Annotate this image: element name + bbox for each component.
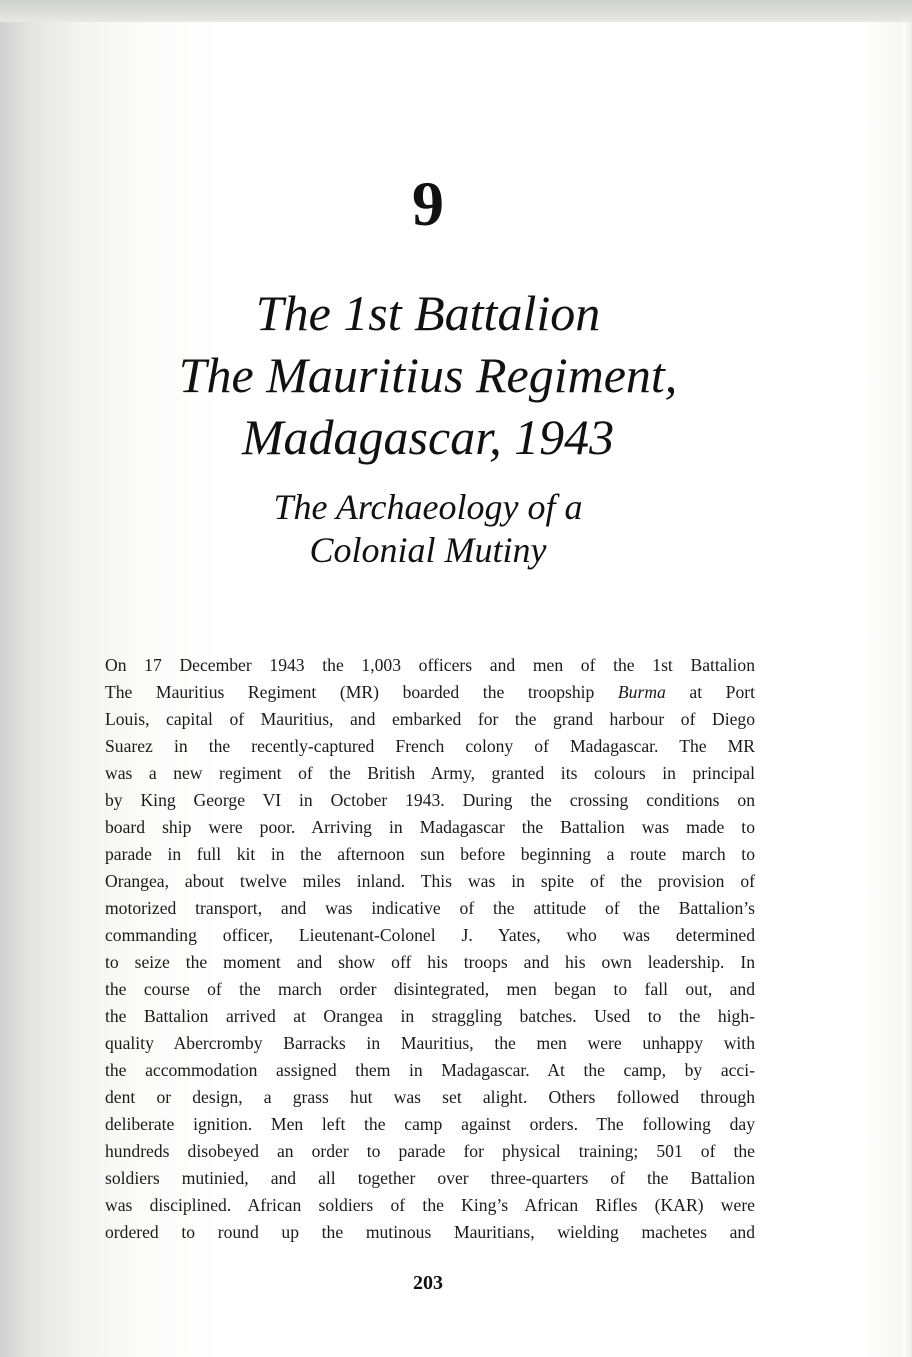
body-line: hundreds disobeyed an order to parade for physical training; 501 of the bbox=[105, 1141, 755, 1161]
body-line: was disciplined. African soldiers of the King’s African Rifles (KAR) were bbox=[105, 1195, 755, 1215]
body-line: On 17 December 1943 the 1,003 officers and men of the 1st Battalion bbox=[105, 655, 755, 675]
page-edge bbox=[902, 22, 912, 1357]
body-line: deliberate ignition. Men left the camp against orders. The following day bbox=[105, 1114, 755, 1134]
chapter-title-line: Madagascar, 1943 bbox=[241, 409, 615, 465]
italic-ship-name: Burma bbox=[617, 682, 666, 702]
body-line: by King George VI in October 1943. During the crossing conditions on bbox=[105, 790, 755, 810]
body-line: board ship were poor. Arriving in Madagascar the Battalion was made to bbox=[105, 817, 755, 837]
chapter-subtitle bbox=[0, 486, 856, 572]
page-number: 203 bbox=[413, 1272, 443, 1294]
chapter-subtitle-line: The Archaeology of a bbox=[273, 487, 583, 527]
body-line: Suarez in the recently-captured French colony of Madagascar. The MR bbox=[105, 736, 755, 756]
body-line: quality Abercromby Barracks in Mauritius, the men were unhappy with bbox=[105, 1033, 755, 1053]
body-line: ordered to round up the mutinous Mauritians, wielding machetes and bbox=[105, 1222, 755, 1242]
chapter-title bbox=[0, 282, 856, 468]
body-line: soldiers mutinied, and all together over three-quarters of the Battalion bbox=[105, 1168, 755, 1188]
body-line: Louis, capital of Mauritius, and embarked for the grand harbour of Diego bbox=[105, 709, 755, 729]
body-line: the accommodation assigned them in Madagascar. At the camp, by acci- bbox=[105, 1060, 755, 1080]
scan-top-shadow bbox=[0, 0, 912, 22]
chapter-number: 9 bbox=[412, 168, 444, 239]
body-line: dent or design, a grass hut was set alight. Others followed through bbox=[105, 1087, 755, 1107]
chapter-title-line: The 1st Battalion bbox=[255, 285, 601, 341]
body-line: Orangea, about twelve miles inland. This was in spite of the provision of bbox=[105, 871, 755, 891]
body-line: the Battalion arrived at Orangea in straggling batches. Used to the high- bbox=[105, 1006, 755, 1026]
body-line: motorized transport, and was indicative of the attitude of the Battalion’s bbox=[105, 898, 755, 918]
chapter-title-line: The Mauritius Regiment, bbox=[178, 347, 678, 403]
body-line: commanding officer, Lieutenant-Colonel J. Yates, who was determined bbox=[105, 925, 755, 945]
body-line: the course of the march order disintegrated, men began to fall out, and bbox=[105, 979, 755, 999]
body-paragraph bbox=[105, 652, 755, 1246]
body-line: was a new regiment of the British Army, granted its colours in principal bbox=[105, 763, 755, 783]
body-line: to seize the moment and show off his troops and his own leadership. In bbox=[105, 952, 755, 972]
chapter-subtitle-line: Colonial Mutiny bbox=[309, 530, 547, 570]
body-line: parade in full kit in the afternoon sun before beginning a route march to bbox=[105, 844, 755, 864]
body-line: The Mauritius Regiment (MR) boarded the troopship Burma at Port bbox=[105, 682, 756, 702]
